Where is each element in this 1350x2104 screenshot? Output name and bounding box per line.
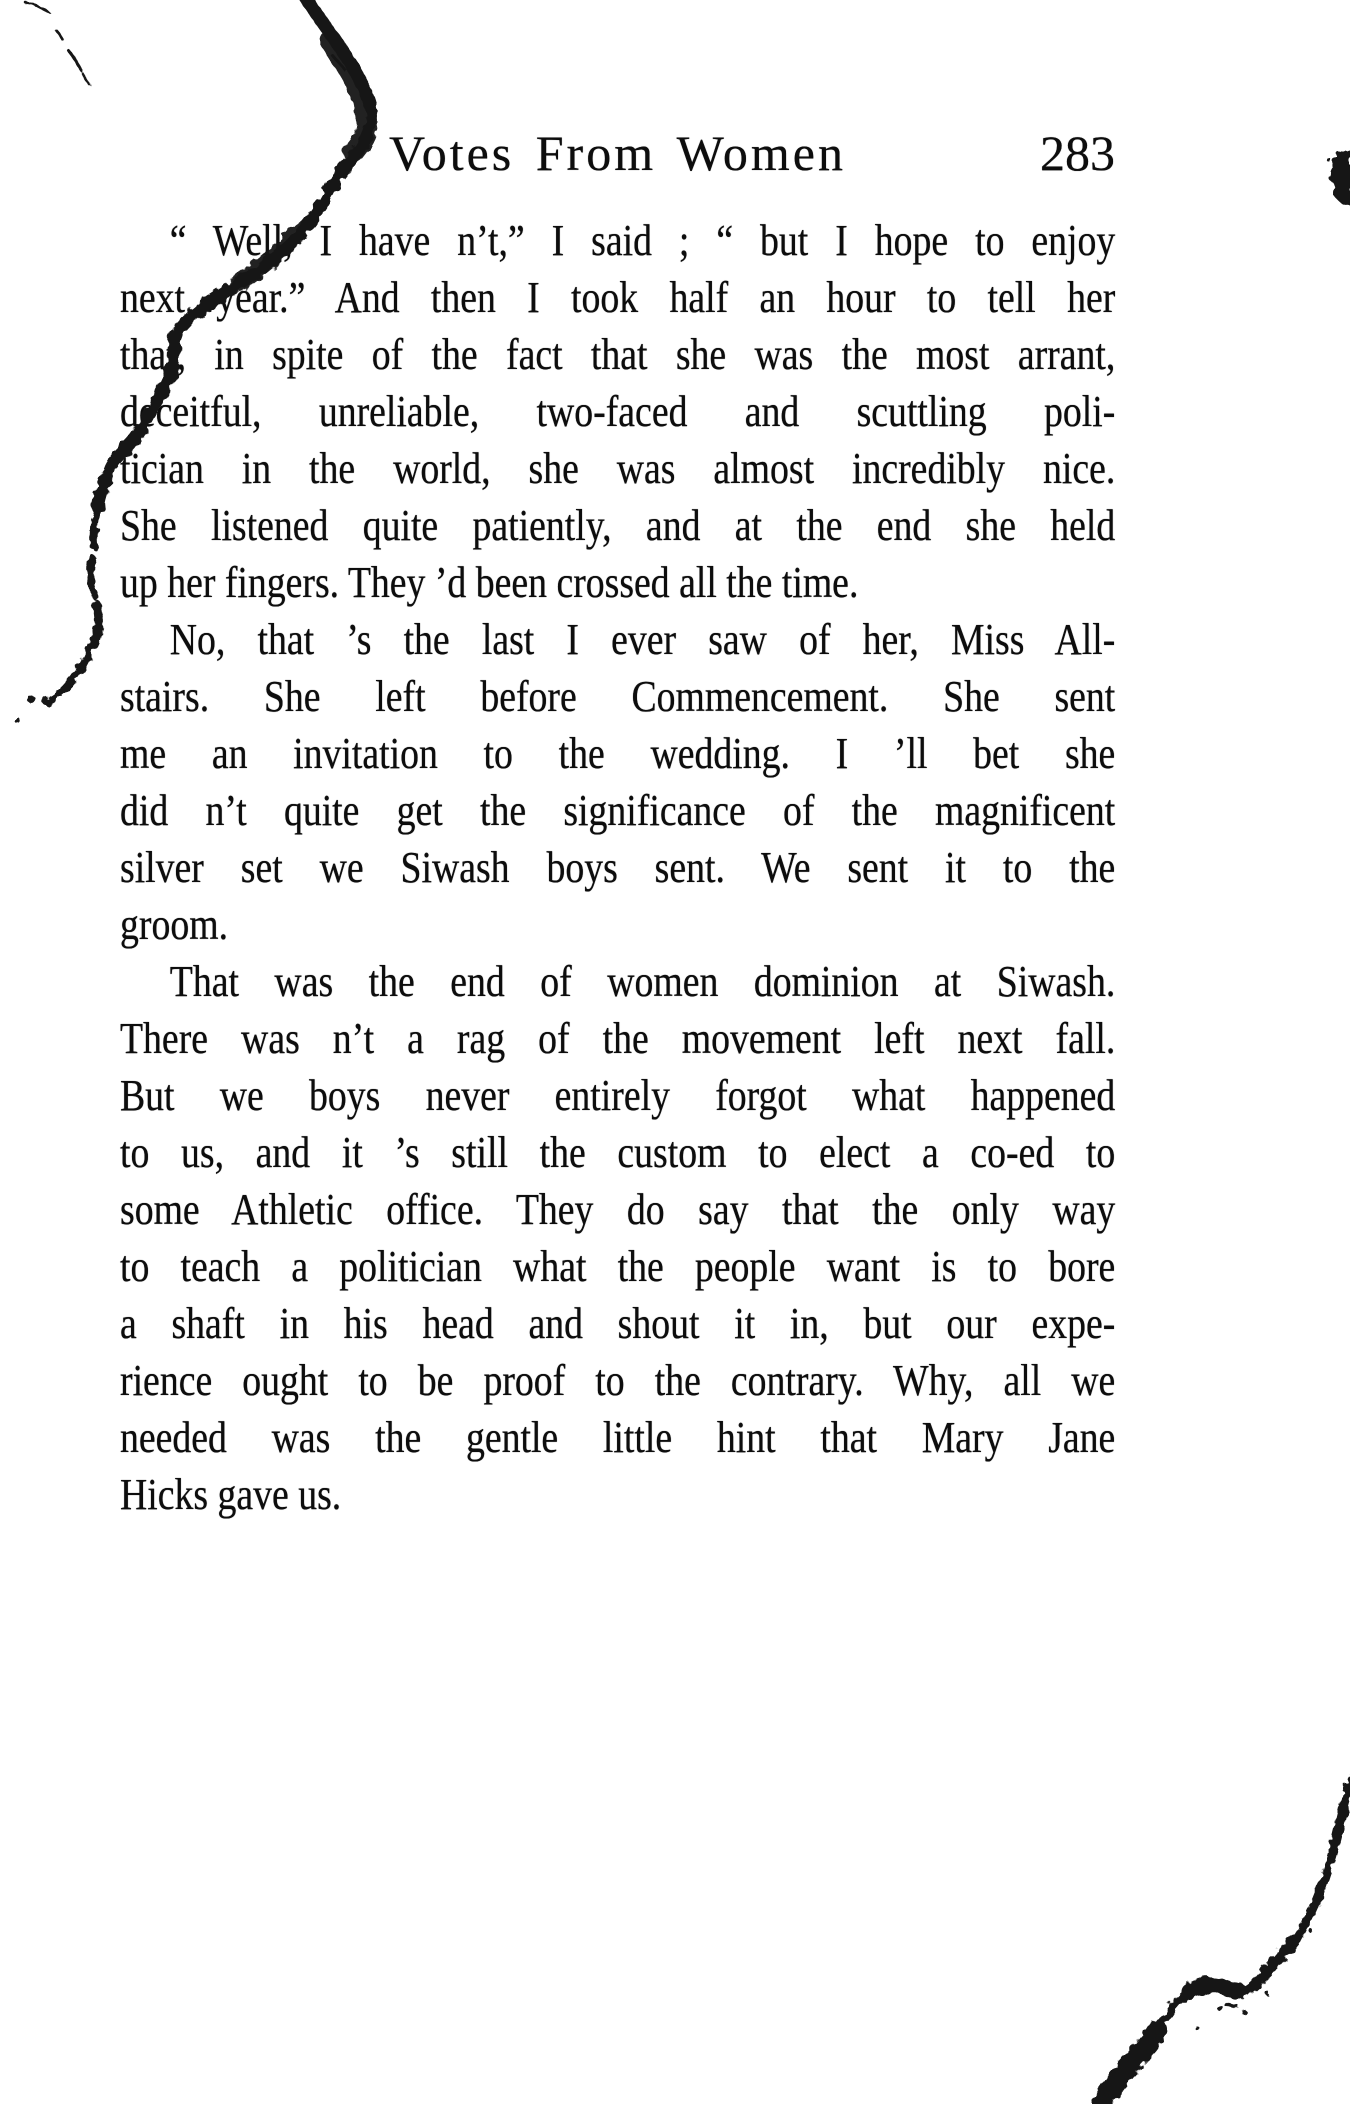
text-line: silver set we Siwash boys sent. We sent it to the [120,843,1116,892]
text-line: Hicks gave us. [120,1470,342,1519]
text-line: me an invitation to the wedding. I ’ll bet she [120,729,1116,778]
text-line: deceitful, unreliable, two-faced and scuttling poli- [120,387,1116,436]
text-line: “ Well, I have n’t,” I said ; “ but I hope to enjoy [169,216,1116,265]
page-number: 283 [1040,125,1115,181]
paragraph [120,212,1115,611]
running-head [120,125,1115,181]
text-line: that, in spite of the fact that she was the most arrant, [120,330,1116,379]
text-line: rience ought to be proof to the contrary. Why, all we [120,1356,1116,1405]
paragraph [120,953,1115,1523]
body-text [120,212,1115,1523]
text-line: No, that ’s the last I ever saw of her, Miss All- [169,615,1116,664]
ink-squiggle-bottom-right-icon [1099,1776,1350,2104]
text-line: some Athletic office. They do say that the only way [120,1185,1116,1234]
page-title: Votes From Women [389,125,846,181]
text-line: a shaft in his head and shout it in, but our expe- [120,1299,1116,1348]
text-line: next year.” And then I took half an hour to tell her [120,273,1116,322]
text-line: to us, and it ’s still the custom to elect a co-ed to [120,1128,1116,1177]
text-line: to teach a politician what the people want is to bore [120,1242,1116,1291]
text-line: up her fingers. They ’d been crossed all the time. [120,558,859,607]
corner-specks-top-left-icon [26,3,89,84]
text-line: But we boys never entirely forgot what happened [120,1071,1116,1120]
text-line: tician in the world, she was almost incredibly nice. [120,444,1116,493]
text-line: There was n’t a rag of the movement left next fall. [120,1014,1116,1063]
text-line: groom. [120,900,229,949]
text-line: needed was the gentle little hint that Mary Jane [120,1413,1116,1462]
paragraph [120,611,1115,953]
text-line: She listened quite patiently, and at the end she held [120,501,1116,550]
text-line: That was the end of women dominion at Siwash. [169,957,1116,1006]
text-line: stairs. She left before Commencement. She sent [120,672,1116,721]
ink-smudge-right-edge-icon [1327,148,1350,204]
text-line: did n’t quite get the significance of the magnificent [120,786,1116,835]
